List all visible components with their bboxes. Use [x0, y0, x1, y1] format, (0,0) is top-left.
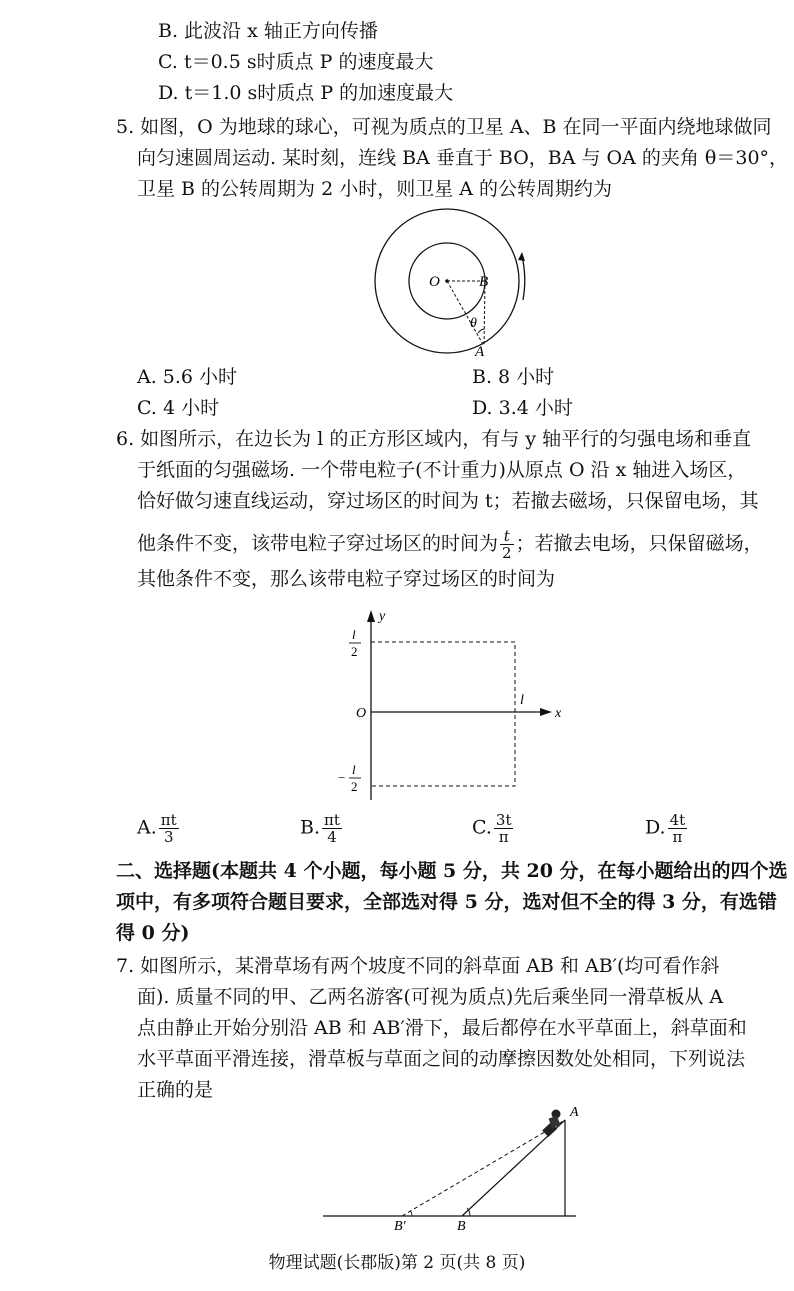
label-top-den: 2: [351, 644, 358, 659]
q5-option-d: D. 3.4 小时: [472, 397, 573, 419]
fraction-den: 2: [502, 544, 512, 562]
q6-stem-line3: 恰好做匀速直线运动，穿过场区的时间为 t；若撤去磁场，只保留电场，其: [137, 490, 759, 512]
label-bottom-den: 2: [351, 779, 358, 794]
label-x: x: [555, 706, 562, 721]
rotation-arrow-head: [518, 252, 525, 261]
q5-option-a: A. 5.6 小时: [137, 366, 238, 388]
q7-stem-line1: 7. 如图所示，某滑草场有两个坡度不同的斜草面 AB 和 AB′(均可看作斜: [116, 955, 720, 977]
q6-stem-line4-a: 他条件不变，该带电粒子穿过场区的时间为: [137, 532, 499, 555]
x-axis-arrow: [540, 708, 552, 716]
label-b: B: [457, 1219, 466, 1232]
q6-stem-line4-b: ；若撤去电场，只保留磁场，: [515, 532, 763, 555]
angle-arc: [478, 329, 485, 333]
q7-slope-diagram: [320, 1100, 590, 1232]
fraction-num: t: [500, 528, 514, 545]
field-region: [371, 642, 515, 786]
slope-ab-prime: [402, 1120, 565, 1216]
angle-arc-b-prime: [410, 1211, 412, 1216]
q6-option-d: D. $\frac{4t}{\pi}$: [645, 811, 686, 846]
q6-field-diagram: [330, 604, 570, 804]
option-a-frac: $\frac{\pi t}{3}$: [160, 811, 177, 846]
q6-stem-line2: 于纸面的匀强磁场. 一个带电粒子(不计重力)从原点 O 沿 x 轴进入场区，: [137, 459, 747, 481]
y-axis-arrow: [367, 610, 375, 622]
label-a: A: [475, 344, 485, 360]
q4-option-b: B. 此波沿 x 轴正方向传播: [158, 20, 378, 42]
rotation-arrow: [522, 256, 525, 300]
q7-stem-line3: 点由静止开始分别沿 AB 和 AB′滑下，最后都停在水平草面上，斜草面和: [137, 1017, 747, 1039]
label-l: l: [520, 693, 524, 708]
section2-header-line3: 得 0 分): [116, 922, 190, 944]
option-c-frac: $\frac{3t}{\pi}$: [495, 811, 512, 846]
q6-stem-line4: [137, 528, 763, 561]
label-theta: θ: [470, 316, 477, 331]
q7-stem-line2: 面). 质量不同的甲、乙两名游客(可视为质点)先后乘坐同一滑草板从 A: [137, 986, 724, 1008]
q4-option-d: D. t＝1.0 s时质点 P 的加速度最大: [158, 82, 454, 104]
label-top-num: l: [352, 627, 356, 642]
q5-stem-line1: 5. 如图，O 为地球的球心，可视为质点的卫星 A、B 在同一平面内绕地球做同: [116, 116, 772, 138]
section2-header-line1: 二、选择题(本题共 4 个小题，每小题 5 分，共 20 分，在每小题给出的四个选: [116, 860, 788, 882]
q6-option-a: A. $\frac{\pi t}{3}$: [137, 811, 177, 846]
section2-header-line2: 项中，有多项符合题目要求，全部选对得 5 分，选对但不全的得 3 分，有选错: [116, 891, 777, 913]
page-footer: 物理试题(长郡版)第 2 页(共 8 页): [268, 1253, 526, 1273]
fraction-t-over-2: [500, 528, 514, 561]
option-d-frac: $\frac{4t}{\pi}$: [669, 811, 686, 846]
label-origin: O: [356, 706, 367, 721]
q6-option-b: B. $\frac{\pi t}{4}$: [300, 811, 340, 846]
label-a: A: [570, 1105, 579, 1120]
label-b: B: [479, 274, 489, 290]
q4-option-c: C. t＝0.5 s时质点 P 的速度最大: [158, 51, 434, 73]
line-oa: [447, 281, 484, 346]
label-b-prime: B′: [394, 1219, 406, 1232]
label-bottom-minus: −: [338, 770, 346, 785]
option-b-frac: $\frac{\pi t}{4}$: [324, 811, 340, 846]
tourist-figure: [542, 1110, 560, 1138]
q6-option-c: C. $\frac{3t}{\pi}$: [472, 811, 512, 846]
q6-stem-line5: 其他条件不变，那么该带电粒子穿过场区的时间为: [137, 568, 556, 590]
q6-stem-line1: 6. 如图所示，在边长为 l 的正方形区域内，有与 y 轴平行的匀强电场和垂直: [116, 428, 752, 450]
q5-stem-line2: 向匀速圆周运动. 某时刻，连线 BA 垂直于 BO，BA 与 OA 的夹角 θ＝30°，: [137, 147, 789, 169]
q7-stem-line4: 水平草面平滑连接，滑草板与草面之间的动摩擦因数处处相同，下列说法: [137, 1048, 746, 1070]
q5-orbit-diagram: [360, 208, 540, 360]
label-o: O: [429, 274, 440, 290]
q5-stem-line3: 卫星 B 的公转周期为 2 小时，则卫星 A 的公转周期约为: [137, 178, 613, 200]
q5-option-c: C. 4 小时: [137, 397, 220, 419]
q7-stem-line5: 正确的是: [137, 1079, 214, 1101]
label-bottom-num: l: [352, 762, 356, 777]
label-y: y: [379, 609, 386, 624]
q5-option-b: B. 8 小时: [472, 366, 555, 388]
